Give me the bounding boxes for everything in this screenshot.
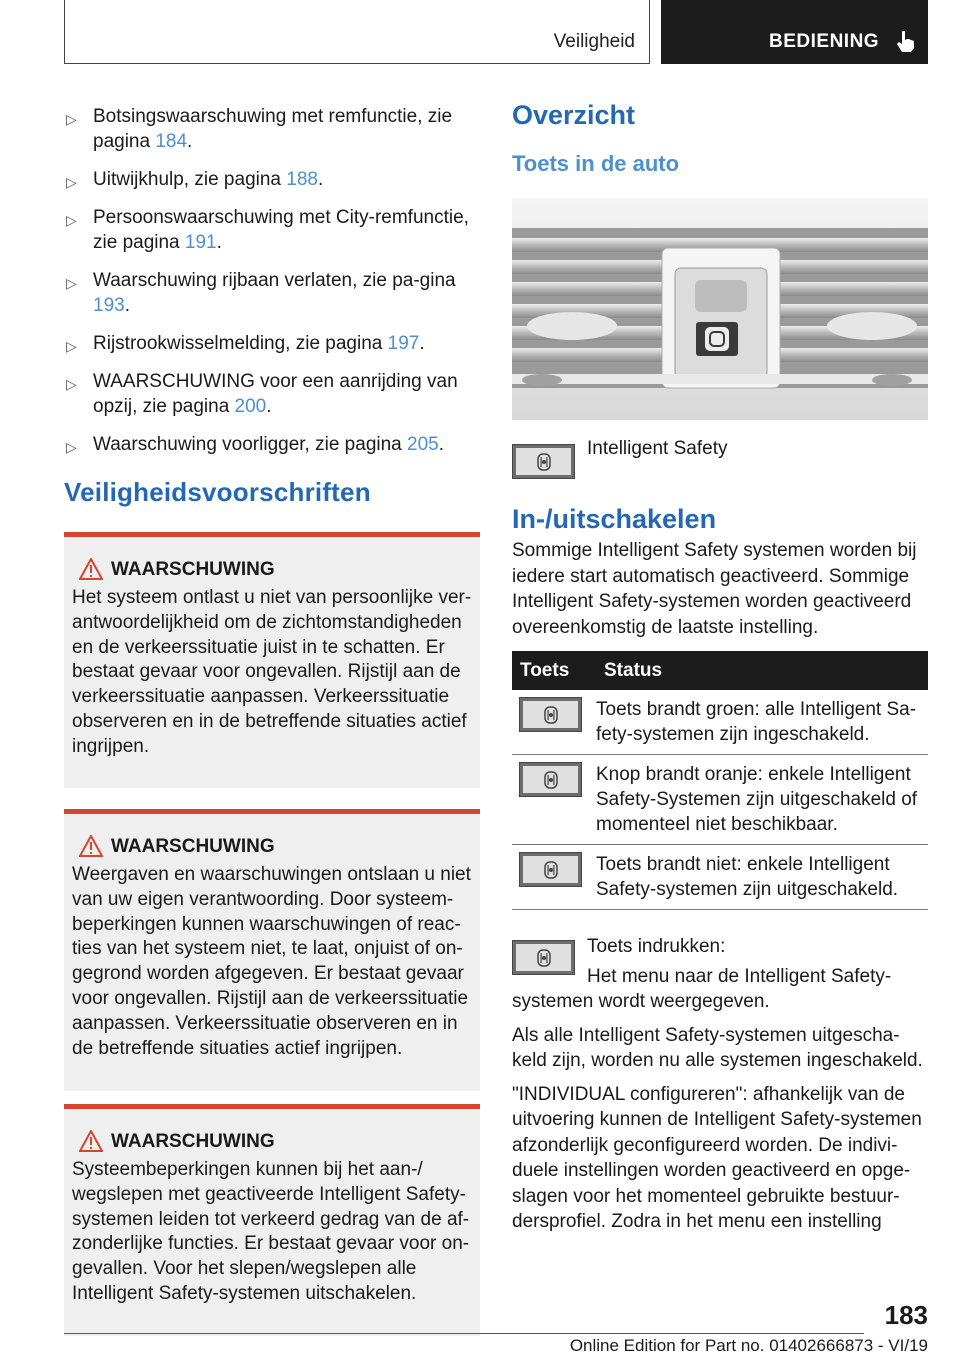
column-header: Status xyxy=(596,651,928,690)
column-header: Toets xyxy=(512,651,596,690)
warning-title: WAARSCHUWING xyxy=(111,1131,275,1152)
press-instruction xyxy=(512,934,928,1015)
page-number: 183 xyxy=(884,1300,928,1330)
warning-box xyxy=(64,532,480,788)
table-cell: Knop brandt oranje: enkele Intelligent Safety-Systemen zijn uitgeschakeld of momenteel niet beschikbaar. xyxy=(596,755,928,845)
chapter-tab xyxy=(661,0,928,64)
warning-box xyxy=(64,1104,480,1336)
warning-triangle-icon xyxy=(79,1130,103,1152)
warning-text: Het systeem ontlast u niet van persoonlijke ver-antwoordelijkheid om de zichtomstandigheden en de verkeerssituatie juist in te schatten. Er bestaat gevaar voor ongevallen. Rijstijl aan de verkeerssituatie aanpassen. Verkeerssituatie observeren en in de betreffende situaties actief ingrijpen. xyxy=(72,587,472,757)
press-result: Het menu naar de Intelligent Safety-systemen wordt weergegeven. xyxy=(512,965,892,1012)
overview-heading: Overzicht xyxy=(512,100,636,130)
hand-pointer-icon xyxy=(893,28,919,54)
left-column xyxy=(64,100,480,1336)
table-row xyxy=(512,845,928,910)
warning-box xyxy=(64,809,480,1091)
intro-paragraph: Sommige Intelligent Safety systemen worden bij iedere start automatisch geactiveerd. Sommige Intelligent Safety-systemen worden geactiveerd overeenkomstig de laatste instelling. xyxy=(512,540,917,638)
button-subheading: Toets in de auto xyxy=(512,151,680,176)
list-item: ▷ Uitwijkhulp, zie pagina 188. xyxy=(64,167,480,192)
page-link[interactable]: 197 xyxy=(387,333,420,354)
button-caption: Intelligent Safety xyxy=(587,438,728,459)
warning-title: WAARSCHUWING xyxy=(111,559,275,580)
warning-triangle-icon xyxy=(79,835,103,857)
press-step: Toets indrukken: xyxy=(587,936,726,957)
header-section-box xyxy=(64,0,650,64)
button-legend xyxy=(512,438,928,480)
intelligent-safety-icon xyxy=(519,697,582,732)
footer-divider xyxy=(64,1333,864,1334)
cross-reference-list xyxy=(64,100,480,457)
warning-text: Systeembeperkingen kunnen bij het aan-/ wegslepen met geactiveerde Intelligent Safety-systemen leiden tot verkeerd gedrag van de af-zonderlijke functies. Er bestaat gevaar voor on-gevallen. Voor het slepen/wegslepen alle Intelligent Safety-systemen uitschakelen. xyxy=(72,1159,470,1304)
table-header-row xyxy=(512,651,928,690)
all-systems-paragraph: Als alle Intelligent Safety-systemen uitgescha-keld zijn, worden nu alle systemen ingeschakeld. xyxy=(512,1024,923,1071)
section-title: Veiligheid xyxy=(553,31,635,52)
triangle-bullet-icon: ▷ xyxy=(66,111,77,127)
page-link[interactable]: 191 xyxy=(184,232,217,253)
individual-paragraph: "INDIVIDUAL configureren": afhankelijk van de uitvoering kunnen de Intelligent Safety-systemen afzonderlijk geconfigureerd worden. De indivi-duele instellingen worden geactiveerd en opge-slagen voor het momenteel gebruikte bestuur-dersprofiel. Zodra in het menu een instelling xyxy=(512,1083,922,1232)
table-cell: Toets brandt groen: alle Intelligent Sa-fety-systemen zijn ingeschakeld. xyxy=(596,690,928,755)
intelligent-safety-icon xyxy=(519,762,582,797)
warning-triangle-icon xyxy=(79,558,103,580)
list-item: ▷ Botsingswaarschuwing met remfunctie, zie pagina 184. xyxy=(66,106,453,152)
intelligent-safety-icon xyxy=(512,444,575,479)
page-link[interactable]: 193 xyxy=(93,295,125,316)
table-row xyxy=(512,690,928,755)
car-button-photo xyxy=(512,198,928,420)
page-link[interactable]: 200 xyxy=(234,396,267,417)
status-table xyxy=(512,651,928,910)
triangle-bullet-icon: ▷ xyxy=(66,439,77,455)
triangle-bullet-icon: ▷ xyxy=(66,376,77,392)
warning-text: Weergaven en waarschuwingen ontslaan u niet van uw eigen verantwoording. Door systeem-beperkingen kunnen waarschuwingen of reac-ties van het systeem niet, te laat, onjuist of on-gegrond worden afgegeven. Er bestaat gevaar voor ongevallen. Rijstijl aan de verkeerssituatie aanpassen. Verkeerssituatie observeren en in de betreffende situaties actief ingrijpen. xyxy=(72,864,471,1059)
list-item: ▷ Waarschuwing rijbaan verlaten, zie pa-gina 193. xyxy=(66,270,456,316)
chapter-tab-label: BEDIENING xyxy=(769,31,880,52)
table-row xyxy=(512,755,928,845)
triangle-bullet-icon: ▷ xyxy=(66,212,77,228)
list-item: ▷ Persoonswaarschuwing met City-remfunctie, zie pagina 191. xyxy=(66,207,469,253)
page-link[interactable]: 188 xyxy=(286,169,318,190)
triangle-bullet-icon: ▷ xyxy=(66,275,77,291)
edition-footer: Online Edition for Part no. 01402666873 - VI/19 xyxy=(569,1336,928,1355)
list-item: ▷ WAARSCHUWING voor een aanrijding van opzij, zie pagina 200. xyxy=(66,371,458,417)
intelligent-safety-icon xyxy=(519,852,582,887)
list-item: ▷ Rijstrookwisselmelding, zie pagina 197. xyxy=(64,331,480,356)
table-cell: Toets brandt niet: enkele Intelligent Safety-systemen zijn uitgeschakeld. xyxy=(596,845,928,910)
page-link[interactable]: 205 xyxy=(407,434,439,455)
warning-title: WAARSCHUWING xyxy=(111,836,275,857)
toggle-heading: In-/uitschakelen xyxy=(512,504,717,534)
page-link[interactable]: 184 xyxy=(155,131,188,152)
triangle-bullet-icon: ▷ xyxy=(66,174,77,190)
list-item: ▷ Waarschuwing voorligger, zie pagina 205. xyxy=(64,432,480,457)
triangle-bullet-icon: ▷ xyxy=(66,338,77,354)
intelligent-safety-icon xyxy=(512,940,575,975)
right-column xyxy=(512,100,928,1235)
safety-heading: Veiligheidsvoorschriften xyxy=(64,477,371,507)
